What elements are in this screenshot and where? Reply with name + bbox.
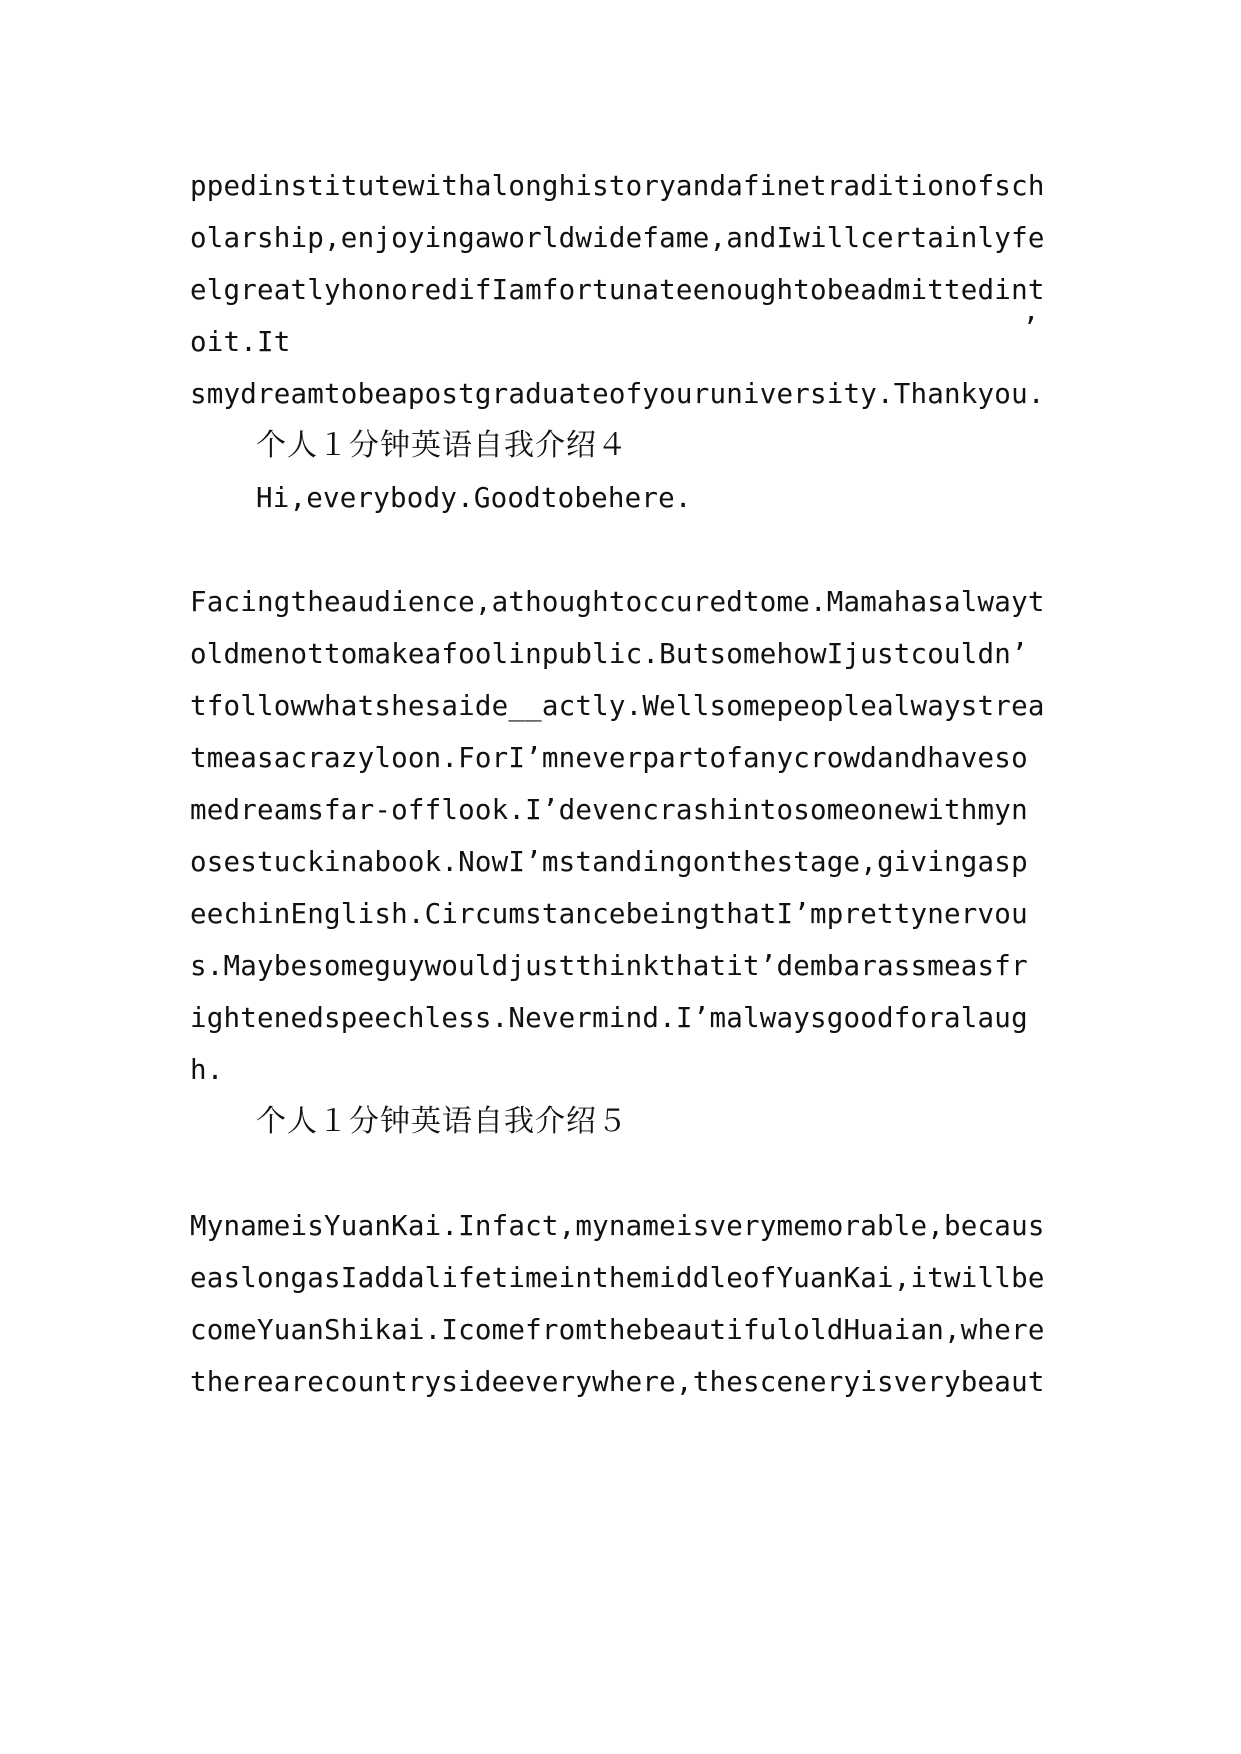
body-line: osestuckinabook.NowI’mstandingonthestage,givingasp [190, 846, 1028, 878]
section-heading-5: 个人１分钟英语自我介绍５ [256, 1104, 628, 1139]
body-line: Facingtheaudience,athoughtoccuredtome.Mamahasalwayt [190, 586, 1045, 618]
body-line: oldmenottomakeafoolinpublic.ButsomehowIjustcouldn’ [190, 638, 1028, 670]
body-line: easlongasIaddalifetimeinthemiddleofYuanKai,itwillbe [190, 1262, 1045, 1294]
body-line: comeYuanShikai.IcomefromthebeautifuloldHuaian,where [190, 1314, 1045, 1346]
body-line: eechinEnglish.CircumstancebeingthatI’mprettynervou [190, 898, 1028, 930]
body-line: oit.It [190, 326, 291, 358]
body-line: elgreatlyhonoredifIamfortunateenoughtobeadmittedint [190, 274, 1045, 306]
body-line: medreamsfar-offlook.I’devencrashintosomeonewithmyn [190, 794, 1028, 826]
stray-apostrophe: ’ [1022, 312, 1039, 344]
body-line: smydreamtobeapostgraduateofyouruniversity.Thankyou. [190, 378, 1045, 410]
body-line: ppedinstitutewithalonghistoryandafinetraditionofsch [190, 170, 1045, 202]
body-line: tfollowwhatshesaide__actly.Wellsomepeoplealwaystrea [190, 690, 1045, 722]
body-line: tmeasacrazyloon.ForI’mneverpartofanycrowdandhaveso [190, 742, 1028, 774]
section-heading-4: 个人１分钟英语自我介绍４ [256, 428, 628, 463]
greeting-line: Hi,everybody.Goodtobehere. [256, 482, 692, 514]
body-line: h. [190, 1054, 224, 1086]
body-line: olarship,enjoyingaworldwidefame,andIwillcertainlyfe [190, 222, 1045, 254]
body-line: s.Maybesomeguywouldjustthinkthatit’dembarassmeasfr [190, 950, 1028, 982]
body-line: ightenedspeechless.Nevermind.I’malwaysgoodforalaug [190, 1002, 1028, 1034]
body-line: MynameisYuanKai.Infact,mynameisverymemorable,becaus [190, 1210, 1045, 1242]
body-line: therearecountrysideeverywhere,thesceneryisverybeaut [190, 1366, 1045, 1398]
